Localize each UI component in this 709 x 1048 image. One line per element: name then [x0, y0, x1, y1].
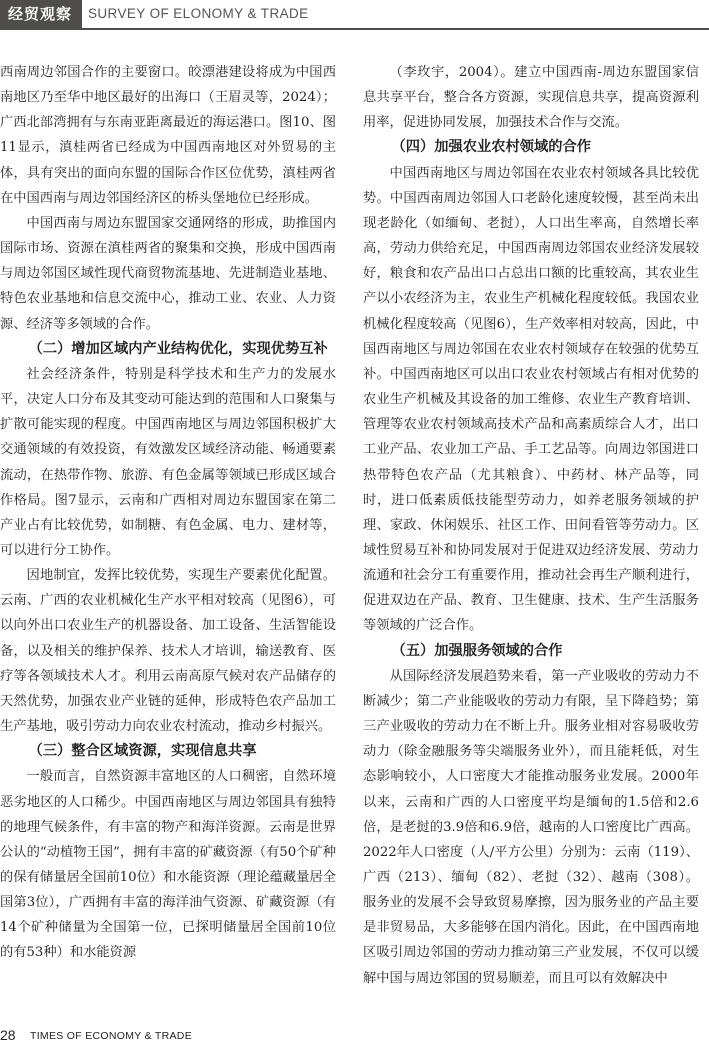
journal-title: TIMES OF ECONOMY & TRADE	[30, 1030, 192, 1042]
paragraph: 因地制宜，发挥比较优势，实现生产要素优化配置。云南、广西的农业机械化生产水平相对较高（见图6），可以向外出口农业生产的机器设备、加工设备、生活智能设备，以及相关的维护保养、技术人才培训，输送教育、医疗等各领域技术人才。利用云南高原气候对农产品储存的天然优势，加强农业产业链的延伸，形成特色农产品加工生产基地，吸引劳动力向农业农村流动，推动乡村振兴。	[0, 568, 336, 735]
page-number: 28	[0, 1027, 16, 1043]
section-heading: （三）整合区域资源，实现信息共享	[28, 743, 257, 760]
paragraph: 中国西南与周边东盟国家交通网络的形成，助推国内国际市场、资源在滇桂两省的聚集和交换，形成中国西南与周边邻国区域性现代商贸物流基地、先进制造业基地、特色农业基地和信息交流中心，推动工业、农业、人力资源、经济等多领域的合作。	[0, 215, 336, 332]
paragraph: （李玫宇，2004）。建立中国西南-周边东盟国家信息共享平台，整合各方资源，实现信息共享，提高资源利用率，促进协同发展，加强技术合作与交流。	[363, 65, 699, 131]
header-separator	[80, 0, 82, 28]
left-column	[0, 60, 336, 966]
paragraph: 社会经济条件，特别是科学技术和生产力的发展水平，决定人口分布及其变动可能达到的范围和人口聚集与扩散可能实现的程度。中国西南地区与周边邻国积极扩大交通领域的有效投资，有效激发区域经济动能、畅通要素流动，在热带作物、旅游、有色金属等领域已形成区域合作格局。图7显示，云南和广西相对周边东盟国家在第二产业占有比较优势，如制糖、有色金属、电力、建材等，可以进行分工协作。	[0, 366, 336, 558]
paragraph: 一般而言，自然资源丰富地区的人口稠密，自然环境恶劣地区的人口稀少。中国西南地区与周边邻国具有独特的地理气候条件，有丰富的物产和海洋资源。云南是世界公认的“动植物王国”，拥有丰富的矿藏资源（有50个矿种的保有储量居全国前10位）和水能资源（理论蕴藏量居全国第3位），广西拥有丰富的海洋油气资源、矿藏资源（有14个矿种储量为全国第一位，已探明储量居全国前10位的有53种）和水能资源	[0, 769, 336, 961]
paragraph: 中国西南地区与周边邻国在农业农村领域各具比较优势。中国西南周边邻国人口老龄化速度较慢，甚至尚未出现老龄化（如缅甸、老挝），人口出生率高，自然增长率高，劳动力供给充足，中国西南周边邻国农业经济发展较好，粮食和农产品出口占总出口额的比重较高，其农业生产以小农经济为主，农业生产机械化程度较低。我国农业机械化程度较高（见图6），生产效率相对较高，因此，中国西南地区与周边邻国在农业农村领域存在较强的优势互补。中国西南地区可以出口农业农村领域占有相对优势的农业生产机械及其设备的加工维修、农业生产教育培训、管理等农业农村领域高技术产品和高素质综合人才，出口工业产品、农业加工产品、手工艺品等。向周边邻国进口热带特色农产品（尤其粮食）、中药材、林产品等，同时，进口低素质低技能型劳动力，如养老服务领域的护理、家政、休闲娱乐、社区工作、田间看管等劳动力。区域性贸易互补和协同发展对于促进双边经济发展、劳动力流通和社会分工有重要作用，推动社会再生产顺利进行，促进双边在产品、教育、卫生健康、技术、生产生活服务等领域的广泛合作。	[363, 165, 699, 634]
section-heading: （二）增加区域内产业结构优化，实现优势互补	[28, 340, 328, 357]
section-heading: （五）加强服务领域的合作	[391, 642, 563, 659]
page-footer	[0, 1026, 709, 1044]
page-header	[0, 0, 709, 28]
paragraph: 西南周边邻国合作的主要窗口。皎漂港建设将成为中国西南地区乃至华中地区最好的出海口（王眉灵等，2024）；广西北部湾拥有与东南亚距离最近的海运港口。图10、图11显示，滇桂两省已经成为中国西南地区对外贸易的主体，具有突出的面向东盟的国际合作区位优势，滇桂两省在中国西南与周边邻国经济区的桥头堡地位已经形成。	[0, 65, 336, 206]
paragraph: 从国际经济发展趋势来看，第一产业吸收的劳动力不断减少；第二产业能吸收的劳动力有限，呈下降趋势；第三产业吸收的劳动力在不断上升。服务业相对容易吸收劳动力（除金融服务等尖端服务业外），而且能耗低，对生态影响较小，人口密度大才能推动服务业发展。2000年以来，云南和广西的人口密度平均是缅甸的1.5倍和2.6倍，是老挝的3.9倍和6.9倍，越南的人口密度比广西高。2022年人口密度（人/平方公里）分别为：云南（119）、广西（213）、缅甸（82）、老挝（32）、越南（308）。服务业的发展不会导致贸易摩擦，因为服务业的产品主要是非贸易品，大多能够在国内消化。因此，在中国西南地区吸引周边邻国的劳动力推动第三产业发展，不仅可以缓解中国与周边邻国的贸易顺差，而且可以有效解决中	[363, 668, 699, 986]
section-heading: （四）加强农业农村领域的合作	[391, 139, 592, 156]
section-label-english: SURVEY OF ELONOMY & TRADE	[88, 6, 309, 21]
header-rule	[0, 28, 709, 30]
section-label: 经贸观察	[0, 0, 80, 28]
right-column	[363, 60, 699, 991]
